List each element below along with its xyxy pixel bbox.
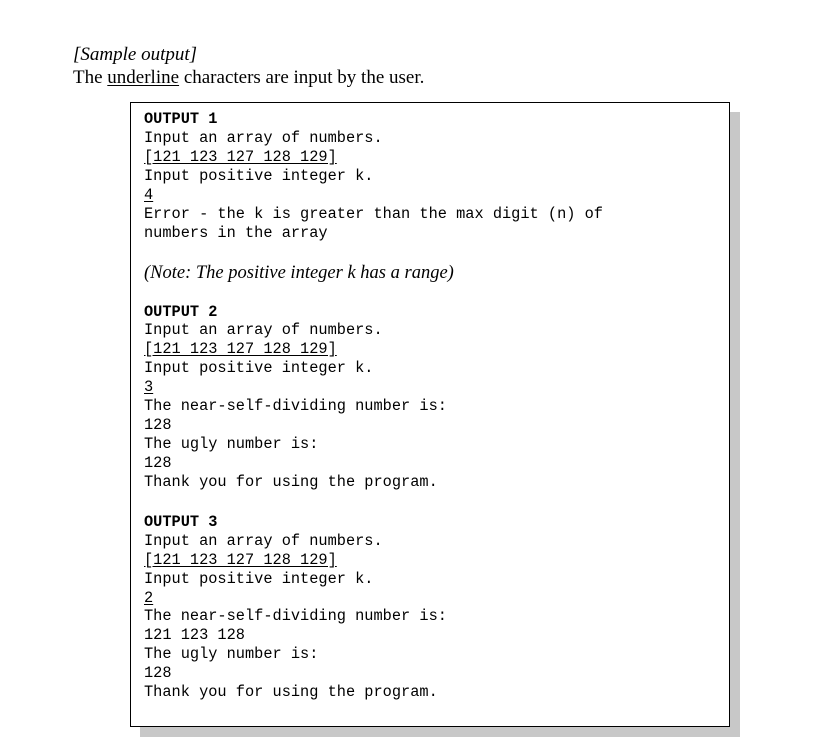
output-2-near-label: The near-self-dividing number is: bbox=[144, 397, 447, 415]
sample-output-heading: [Sample output] bbox=[73, 44, 198, 65]
output-1-title: OUTPUT 1 bbox=[144, 110, 218, 128]
output-3-thanks: Thank you for using the program. bbox=[144, 683, 438, 701]
output-3-input-array: [121 123 127 128 129] bbox=[144, 551, 337, 569]
output-1-error-line-1: Error - the k is greater than the max digit (n) of bbox=[144, 205, 603, 223]
intro-prefix: The bbox=[73, 67, 108, 88]
output-3-near-label: The near-self-dividing number is: bbox=[144, 607, 447, 625]
output-2-input-array: [121 123 127 128 129] bbox=[144, 340, 337, 358]
output-1-input-k: 4 bbox=[144, 186, 154, 204]
output-1-input-array: [121 123 127 128 129] bbox=[144, 148, 337, 166]
sample-output-box bbox=[130, 102, 730, 727]
output-2-prompt-k: Input positive integer k. bbox=[144, 359, 374, 377]
intro-underlined-word: underline bbox=[107, 67, 180, 88]
output-3-input-k: 2 bbox=[144, 589, 154, 607]
output-1-error-line-2: numbers in the array bbox=[144, 224, 328, 242]
output-2-input-k: 3 bbox=[144, 378, 154, 396]
output-3-prompt-array: Input an array of numbers. bbox=[144, 532, 383, 550]
output-3-ugly-label: The ugly number is: bbox=[144, 645, 319, 663]
output-3-prompt-k: Input positive integer k. bbox=[144, 570, 374, 588]
output-2-prompt-array: Input an array of numbers. bbox=[144, 321, 383, 339]
output-2-near-value: 128 bbox=[144, 416, 172, 434]
output-2-ugly-label: The ugly number is: bbox=[144, 435, 319, 453]
output-3-near-value: 121 123 128 bbox=[144, 626, 245, 644]
intro-suffix: characters are input by the user. bbox=[179, 67, 425, 88]
output-3-title: OUTPUT 3 bbox=[144, 513, 218, 531]
output-1-prompt-k: Input positive integer k. bbox=[144, 167, 374, 185]
output-2-thanks: Thank you for using the program. bbox=[144, 473, 438, 491]
output-1-note: (Note: The positive integer k has a range) bbox=[144, 263, 454, 283]
output-2-title: OUTPUT 2 bbox=[144, 303, 218, 321]
output-2-ugly-value: 128 bbox=[144, 454, 172, 472]
output-1-prompt-array: Input an array of numbers. bbox=[144, 129, 383, 147]
intro-sentence bbox=[73, 67, 424, 89]
output-3-ugly-value: 128 bbox=[144, 664, 172, 682]
